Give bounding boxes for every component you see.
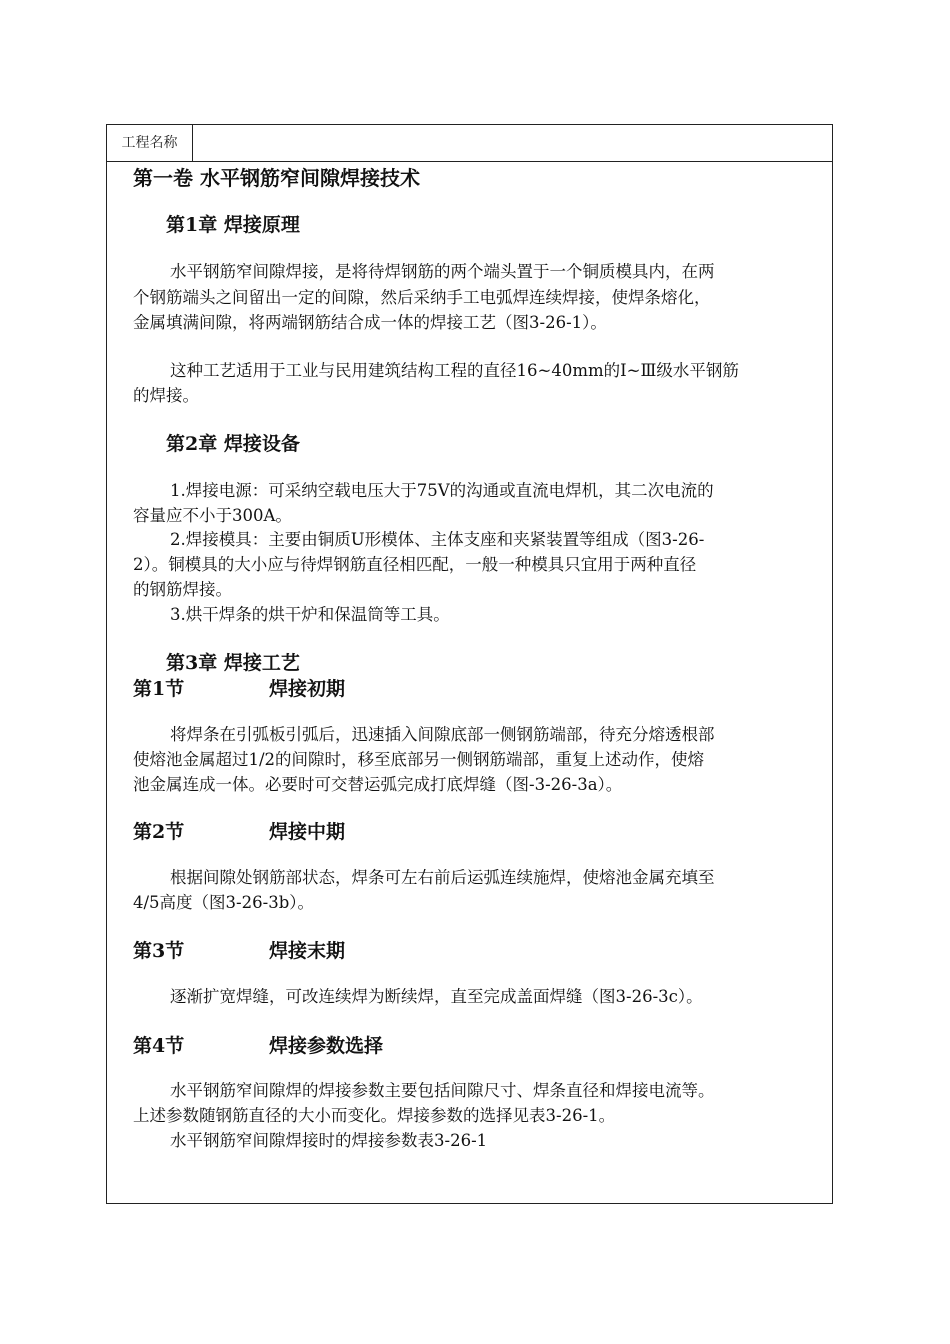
header-row (107, 125, 832, 162)
paragraph-line: 水平钢筋窄间隙焊接，是将待焊钢筋的两个端头置于一个铜质模具内，在两 (170, 262, 715, 281)
project-name-label: 工程名称 (107, 125, 193, 161)
list-item-line: 2）。铜模具的大小应与待焊钢筋直径相匹配，一般一种模具只宜用于两种直径 (133, 555, 697, 574)
chapter-1-title: 第1章 焊接原理 (166, 214, 300, 236)
paragraph-line: 4/5高度（图3-26-3b）。 (133, 893, 315, 912)
paragraph-line: 根据间隙处钢筋部状态，焊条可左右前后运弧连续施焊，使熔池金属充填至 (170, 868, 715, 887)
paragraph-line: 这种工艺适用于工业与民用建筑结构工程的直径16~40mm的Ⅰ~Ⅲ级水平钢筋 (170, 361, 739, 380)
list-item-line: 2.焊接模具：主要由铜质U形模体、主体支座和夹紧装置等组成（图3-26- (170, 530, 705, 549)
paragraph-line: 上述参数随钢筋直径的大小而变化。焊接参数的选择见表3-26-1。 (133, 1106, 616, 1125)
paragraph-line: 个钢筋端头之间留出一定的间隙，然后采纳手工电弧焊连续焊接，使焊条熔化， (133, 288, 711, 307)
section-4-number: 第4节 (133, 1035, 185, 1057)
table-caption: 水平钢筋窄间隙焊接时的焊接参数表3-26-1 (170, 1131, 488, 1150)
chapter-3-title: 第3章 焊接工艺 (166, 652, 300, 674)
chapter-2-title: 第2章 焊接设备 (166, 433, 300, 455)
paragraph-line: 的焊接。 (133, 386, 199, 405)
section-2-title: 焊接中期 (269, 821, 346, 843)
section-1-title: 焊接初期 (269, 678, 346, 700)
list-item-line: 容量应不小于300A。 (133, 506, 292, 525)
volume-title: 第一卷 水平钢筋窄间隙焊接技术 (133, 166, 420, 190)
section-1-number: 第1节 (133, 678, 185, 700)
list-item-line: 1.焊接电源：可采纳空载电压大于75V的沟通或直流电焊机，其二次电流的 (170, 481, 714, 500)
paragraph-line: 逐渐扩宽焊缝，可改连续焊为断续焊，直至完成盖面焊缝（图3-26-3c）。 (170, 987, 703, 1006)
paragraph-line: 使熔池金属超过1/2的间隙时，移至底部另一侧钢筋端部，重复上述动作，使熔 (133, 750, 705, 769)
section-3-title: 焊接末期 (269, 940, 346, 962)
paragraph-line: 金属填满间隙，将两端钢筋结合成一体的焊接工艺（图3-26-1）。 (133, 313, 607, 332)
paragraph-line: 水平钢筋窄间隙焊的焊接参数主要包括间隙尺寸、焊条直径和焊接电流等。 (170, 1081, 715, 1100)
section-2-number: 第2节 (133, 821, 185, 843)
section-4-title: 焊接参数选择 (269, 1035, 384, 1057)
project-name-value (193, 125, 832, 161)
list-item-line: 的钢筋焊接。 (133, 580, 232, 599)
paragraph-line: 将焊条在引弧板引弧后，迅速插入间隙底部一侧钢筋端部，待充分熔透根部 (170, 725, 715, 744)
paragraph-line: 池金属连成一体。必要时可交替运弧完成打底焊缝（图-3-26-3a）。 (133, 775, 623, 794)
list-item-line: 3.烘干焊条的烘干炉和保温筒等工具。 (170, 605, 450, 624)
section-3-number: 第3节 (133, 940, 185, 962)
